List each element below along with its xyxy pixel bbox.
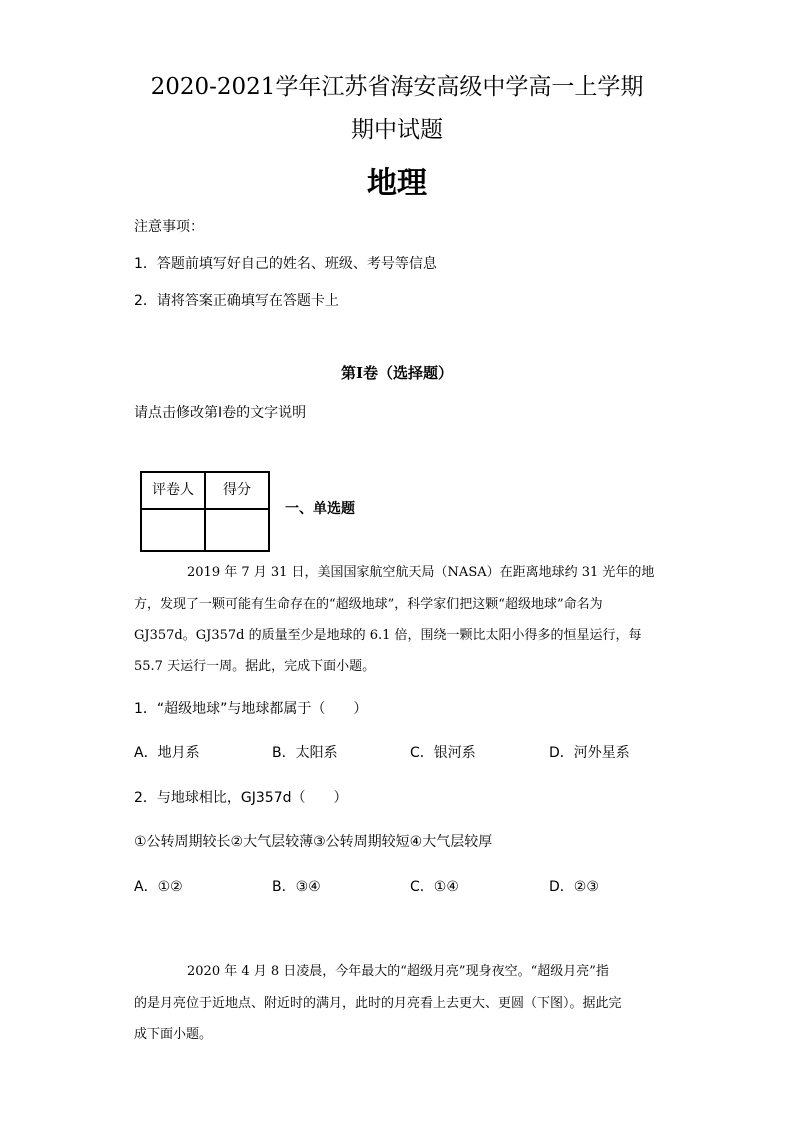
subject-title: 地理 — [367, 166, 427, 201]
question-2-option-c: C．①④ — [410, 879, 459, 895]
score-table-grader-cell[interactable] — [141, 509, 205, 551]
passage1-line-1: 2019 年 7 月 31 日，美国国家航空航天局（NASA）在距离地球约 31 光年的地 — [187, 565, 655, 580]
question-1-stem: 1．“超级地球”与地球都属于（ ） — [134, 701, 368, 717]
passage1-line-3: GJ357d。GJ357d 的质量至少是地球的 6.1 倍，围绕一颗比太阳小得多的恒星运行，每 — [134, 628, 642, 643]
question-1-option-d: D．河外星系 — [549, 745, 630, 761]
score-table — [140, 471, 270, 552]
notice-heading: 注意事项： — [134, 219, 204, 235]
question-1-option-a: A．地月系 — [134, 745, 200, 761]
question-2-option-b: B．③④ — [272, 879, 321, 895]
score-table-grader-header: 评卷人 — [141, 472, 205, 509]
score-table-score-cell[interactable] — [205, 509, 269, 551]
section-heading: 第I卷（选择题） — [340, 364, 454, 382]
question-2-option-a: A．①② — [134, 879, 183, 895]
notice-item-1: 1．答题前填写好自己的姓名、班级、考号等信息 — [134, 256, 437, 272]
section-note: 请点击修改第I卷的文字说明 — [134, 405, 307, 421]
question-2-stem: 2．与地球相比，GJ357d（ ） — [134, 790, 348, 806]
question-2-statements: ①公转周期较长②大气层较薄③公转周期较短④大气层较厚 — [134, 834, 493, 850]
exam-title-line2: 期中试题 — [351, 117, 443, 143]
passage1-line-2: 方，发现了一颗可能有生命存在的“超级地球”，科学家们把这颗“超级地球”命名为 — [134, 597, 603, 612]
question-1-option-c: C．银河系 — [410, 745, 476, 761]
passage2-line-1: 2020 年 4 月 8 日凌晨，今年最大的“超级月亮”现身夜空。“超级月亮”指 — [187, 964, 609, 979]
score-table-score-header: 得分 — [205, 472, 269, 509]
exam-title-line1: 2020-2021学年江苏省海安高级中学高一上学期 — [150, 74, 644, 100]
notice-item-2: 2．请将答案正确填写在答题卡上 — [134, 293, 339, 309]
passage1-line-4: 55.7 天运行一周。据此，完成下面小题。 — [134, 659, 376, 674]
question-1-option-b: B．太阳系 — [272, 745, 338, 761]
passage2-line-3: 成下面小题。 — [134, 1027, 213, 1042]
passage2-line-2: 的是月亮位于近地点、附近时的满月，此时的月亮看上去更大、更圆（下图）。据此完 — [134, 996, 622, 1011]
question-2-option-d: D．②③ — [549, 879, 599, 895]
part-title: 一、单选题 — [285, 501, 355, 517]
